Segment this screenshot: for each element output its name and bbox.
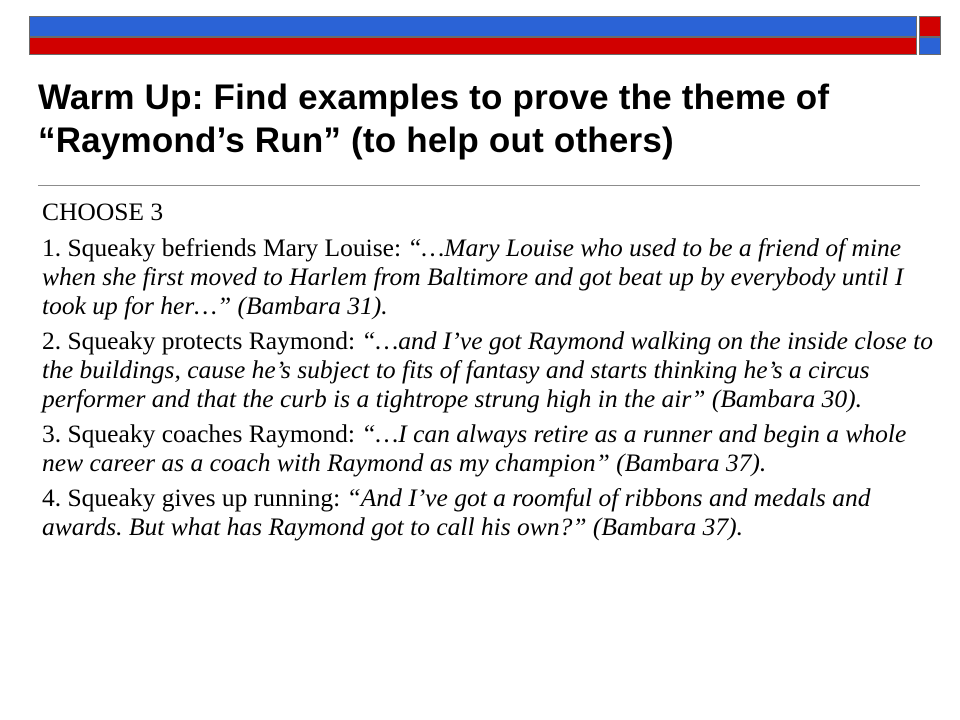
corner-blue-square bbox=[919, 37, 941, 55]
list-item bbox=[42, 233, 942, 320]
list-item bbox=[42, 483, 942, 541]
choose-heading: CHOOSE 3 bbox=[42, 197, 164, 226]
list-item bbox=[42, 419, 942, 477]
top-blue-bar bbox=[29, 16, 917, 37]
title-divider bbox=[38, 185, 920, 186]
item-quote: “…I can always retire as a runner and begin a whole new career as a coach with Raymond as my champion” (Bambara 37). bbox=[42, 419, 907, 477]
title-line-1: Warm Up: Find examples to prove the theme of bbox=[38, 78, 830, 117]
item-quote: “…Mary Louise who used to be a friend of mine when she first moved to Harlem from Baltimore and got beat up by everybody until I took up for her…” (Bambara 31). bbox=[42, 233, 904, 320]
item-lead: 2. Squeaky protects Raymond: bbox=[42, 326, 362, 355]
slide-title bbox=[38, 76, 938, 162]
title-line-2: “Raymond’s Run” (to help out others) bbox=[38, 121, 674, 160]
list-item bbox=[42, 326, 942, 413]
corner-red-square bbox=[919, 16, 941, 37]
item-quote: “…and I’ve got Raymond walking on the inside close to the buildings, cause he’s subject to fits of fantasy and starts thinking he’s a circus performer and that the curb is a tightrope strung high in the air” (Bambara 30). bbox=[42, 326, 933, 413]
item-lead: 1. Squeaky befriends Mary Louise: bbox=[42, 233, 408, 262]
item-lead: 3. Squeaky coaches Raymond: bbox=[42, 419, 362, 448]
top-red-bar bbox=[29, 37, 917, 55]
item-lead: 4. Squeaky gives up running: bbox=[42, 483, 347, 512]
slide-body bbox=[42, 197, 942, 547]
item-quote: “And I’ve got a roomful of ribbons and medals and awards. But what has Raymond got to call his own?” (Bambara 37). bbox=[42, 483, 871, 541]
